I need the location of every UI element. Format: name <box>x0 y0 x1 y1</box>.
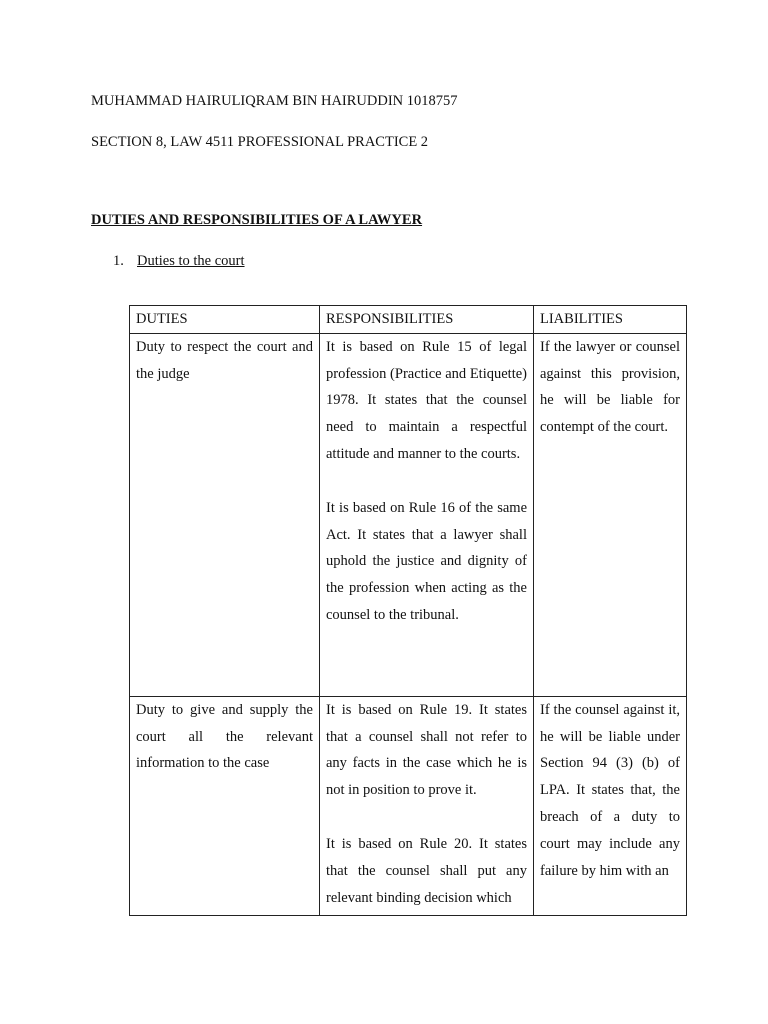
duty-cell <box>130 333 320 696</box>
table-row <box>130 696 687 915</box>
responsibilities-cell <box>320 333 534 696</box>
list-item-number: 1. <box>113 253 124 269</box>
header-duties: DUTIES <box>130 306 320 334</box>
table-header-row <box>130 306 687 334</box>
table-row <box>130 333 687 696</box>
section-line: SECTION 8, LAW 4511 PROFESSIONAL PRACTICE 2 <box>91 134 429 150</box>
duty-cell <box>130 696 320 915</box>
liability-cell <box>534 696 687 915</box>
responsibility-paragraph: It is based on Rule 20. It states that the counsel shall put any relevant binding decision which <box>326 835 527 906</box>
duty-text: Duty to respect the court and the judge <box>136 338 313 382</box>
header-responsibilities: RESPONSIBILITIES <box>320 306 534 334</box>
liability-cell <box>534 333 687 696</box>
responsibility-paragraph: It is based on Rule 15 of legal profession (Practice and Etiquette) 1978. It states that the counsel need to maintain a respectful attitude and manner to the courts. <box>326 338 527 462</box>
header-liabilities: LIABILITIES <box>534 306 687 334</box>
list-item-label: Duties to the court <box>137 253 245 269</box>
duties-table <box>129 305 687 916</box>
author-line: MUHAMMAD HAIRULIQRAM BIN HAIRUDDIN 1018757 <box>91 93 458 109</box>
list-item-duties-to-court <box>113 253 245 270</box>
responsibilities-cell <box>320 696 534 915</box>
liability-text: If the counsel against it, he will be liable under Section 94 (3) (b) of LPA. It states that, the breach of a duty to court may include any failure by him with an <box>540 701 680 879</box>
document-heading: DUTIES AND RESPONSIBILITIES OF A LAWYER <box>91 212 423 228</box>
duty-text: Duty to give and supply the court all the relevant information to the case <box>136 701 313 772</box>
responsibility-paragraph: It is based on Rule 19. It states that a counsel shall not refer to any facts in the case which he is not in position to prove it. <box>326 701 527 799</box>
responsibility-paragraph: It is based on Rule 16 of the same Act. It states that a lawyer shall uphold the justice and dignity of the profession when acting as the counsel to the tribunal. <box>326 499 527 623</box>
liability-text: If the lawyer or counsel against this provision, he will be liable for contempt of the court. <box>540 338 680 436</box>
